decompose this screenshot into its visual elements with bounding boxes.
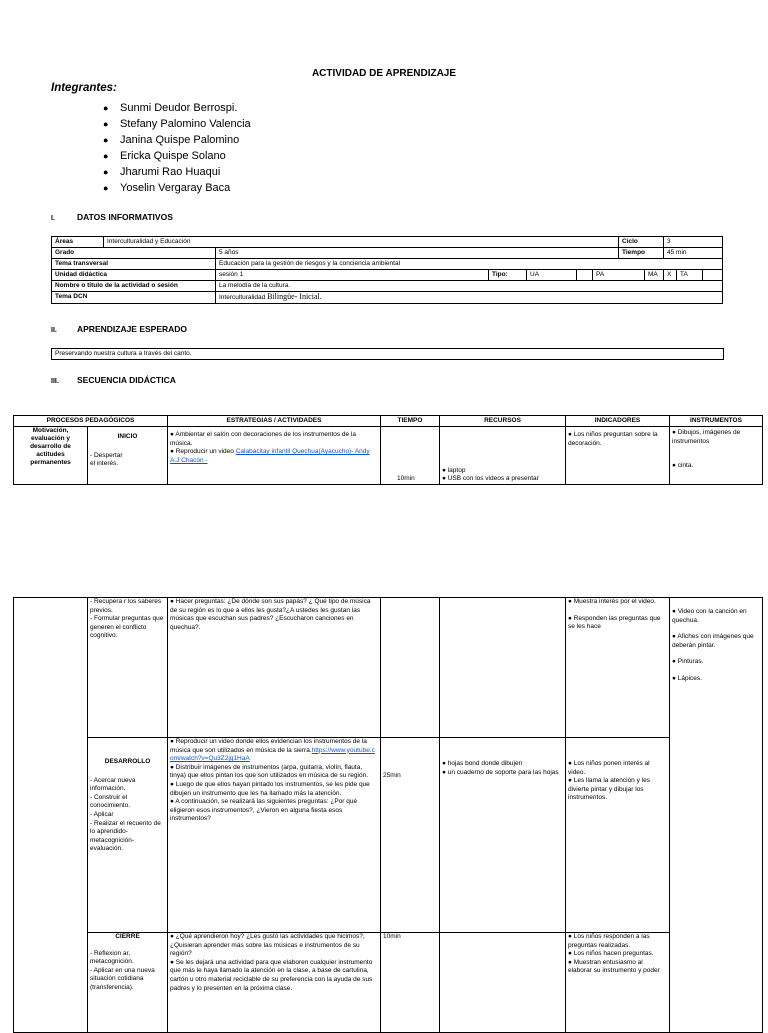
proceso-line: Motivación, <box>32 427 69 434</box>
actividad: ● Reproducir un video donde ellos evidencian los instrumentos de la música que son utilizados en música de la sierra. <box>170 738 367 754</box>
member-name: Jharumi Rao Huaqui <box>120 166 221 178</box>
subproceso: - Realizar el recuento de lo aprendido- metacognición- evaluación. <box>90 819 161 853</box>
table-row-inicio-cont <box>14 598 763 738</box>
subproceso: el interés. <box>90 460 119 468</box>
subproceso: - Aplicar <box>90 810 114 818</box>
momento-cierre: CIERRE <box>115 933 140 940</box>
section-heading-datos <box>51 212 173 222</box>
recursos-cell <box>440 427 566 485</box>
member-item <box>103 164 251 180</box>
tema-dcn-cell <box>216 292 723 304</box>
info-row-tema-dcn <box>52 292 723 304</box>
proceso-line: permanentes <box>30 459 71 466</box>
subproceso: - Recupera r los saberes previos. <box>90 598 162 614</box>
tiempo-label: Tiempo <box>619 248 664 259</box>
actividad: ● Reproducir un video <box>170 448 234 456</box>
info-row-nombre <box>52 281 723 292</box>
actividad: ● Luego de que ellos hayan pintado los instrumentos, se les pide que dibujen un instrumento que les ha llamado más la atención. <box>170 780 370 797</box>
tiempo-value: 10min <box>397 475 415 483</box>
header-procesos: PROCESOS PEDAGÓGICOS <box>14 416 168 427</box>
proceso-cell-empty <box>14 598 88 1033</box>
recurso-item: ● un cuaderno de soporte para las hojas <box>442 768 559 776</box>
momento-desarrollo: DESARROLLO <box>104 758 151 765</box>
actividad: ● A continuación, se realizará las siguientes preguntas: ¿Por qué eligieron esos instrumentos?, ¿Vieron en alguna fiesta esos instrumentos? <box>170 798 358 823</box>
tema-transversal-value: Educación para la gestión de riesgos y la conciencia ambiental <box>216 259 723 270</box>
tipo-ma: MA <box>645 270 664 281</box>
actividades-cell <box>168 738 381 933</box>
proceso-cell <box>14 427 88 485</box>
ciclo-value: 3 <box>664 237 723 248</box>
section-heading-secuencia <box>51 375 176 385</box>
table-header-row <box>14 416 763 427</box>
indicador-item: ● Les llama la atención y les divierte pintar y dibujar los instrumentos. <box>568 777 650 802</box>
indicador-item: ● Los niños preguntan sobre la decoración. <box>568 431 658 447</box>
momento-cell <box>88 738 168 933</box>
indicadores-cell <box>566 738 670 933</box>
actividad: ● Se les dejará una actividad para que elaboren cualquier instrumento que más le haya llamado la atención en la clase, a base de cartulina, cartón u otro material reciclable de su preferencia con la ayuda de sus padres y lo presenten en la próxima clase. <box>170 958 373 992</box>
instrumento-item: ● Afiches con imágenes que deberán pintar. <box>672 633 754 649</box>
subproceso: - Despertar <box>90 451 123 459</box>
tipo-blank <box>577 270 593 281</box>
secuencia-table-continued <box>13 597 763 1033</box>
subproceso: - Acercar nueva información. <box>90 776 136 793</box>
nombre-value: La melodía de la cultura. <box>216 281 723 292</box>
section-title: DATOS INFORMATIVOS <box>77 212 173 222</box>
proceso-line: desarrollo de <box>30 443 71 450</box>
actividad: ● ¿Qué aprendieron hoy? ¿Les gustó las actividades que hicimos?, ¿Quisieran aprender más sobre las músicas e instrumentos de su región? <box>170 933 365 958</box>
unidad-label: Unidad didáctica <box>52 270 216 281</box>
member-item <box>103 132 251 148</box>
instrumento-item: ● Pinturas. <box>672 658 704 666</box>
tipo-label: Tipo: <box>489 270 527 281</box>
member-item <box>103 100 251 116</box>
member-item <box>103 116 251 132</box>
subproceso: - Aplicar en una nueva situación cotidiana (transferencia). <box>90 966 155 991</box>
tema-dcn-label: Tema DCN <box>52 292 216 304</box>
actividad: ● Hacer preguntas: ¿De dónde son sus papás? ¿ Qué tipo de música de su región es lo que a ellos les gusta?¿A ustedes les gustan las músicas que escuchan sus padres? ¿Escucharon canciones en quechua?. <box>170 598 371 631</box>
nombre-label: Nombre o título de la actividad o sesión <box>52 281 216 292</box>
bullet-icon: ● <box>103 183 109 193</box>
header-recursos: RECURSOS <box>440 416 566 427</box>
aprendizaje-esperado-box: Preservando nuestra cultura a través del canto. <box>51 348 724 360</box>
recursos-cell <box>440 933 566 1033</box>
bullet-icon: ● <box>103 135 109 145</box>
page-title: ACTIVIDAD DE APRENDIZAJE <box>311 68 457 79</box>
indicador-item: ● Los niños responden a las preguntas realizadas. <box>568 933 650 949</box>
member-item <box>103 180 251 196</box>
tipo-ta: TA <box>677 270 703 281</box>
tipo-ua: UA <box>527 270 577 281</box>
indicador-item: ● Muestran entusiasmo al elaborar su instrumento y poder <box>568 958 660 975</box>
member-name: Ericka Quispe Solano <box>120 150 226 162</box>
info-table <box>51 236 723 304</box>
indicadores-cell <box>566 598 670 738</box>
table-row-desarrollo <box>14 738 763 933</box>
instrumento-item: ● Video con la canción en quechua. <box>672 608 747 624</box>
header-instrumentos: INSTRUMENTOS <box>670 416 763 427</box>
indicadores-cell <box>566 427 670 485</box>
recursos-cell <box>440 738 566 933</box>
tiempo-value: 45 min <box>664 248 723 259</box>
info-row-grado <box>52 248 723 259</box>
header-tiempo: TIEMPO <box>381 416 440 427</box>
grado-label: Grado <box>52 248 216 259</box>
proceso-line: actitudes <box>36 451 65 458</box>
members-list <box>103 100 251 196</box>
tiempo-value: 10min <box>383 933 401 940</box>
youtube-link[interactable]: https://www.youtube.com/watch?v=Qu3Z2jg1HaA <box>170 746 375 763</box>
subproceso: - Formular preguntas que generen el conflicto cognitivo. <box>90 615 164 640</box>
indicador-item: ● Los niños ponen interés al video. <box>568 760 650 776</box>
subproceso: - Construir el conocimiento. <box>90 793 131 810</box>
instrumento-item: ● Dibujos, imágenes de instrumentos <box>672 429 741 445</box>
member-item <box>103 148 251 164</box>
member-name: Stefany Palomino Valencia <box>120 118 251 130</box>
momento-cell <box>88 427 168 485</box>
recursos-cell <box>440 598 566 738</box>
video-link[interactable]: Calabacitay infantil Quechua(Ayacucho)- Andy A.J Chacón - <box>170 448 370 464</box>
section-number: III. <box>51 378 59 385</box>
tiempo-value: 25min <box>383 772 401 779</box>
recurso-item: ● USB con los videos a presentar <box>442 475 539 483</box>
tipo-blank <box>703 270 723 281</box>
integrantes-label: Integrantes: <box>51 82 117 94</box>
tema-transversal-label: Tema transversal <box>52 259 216 270</box>
tipo-x: X <box>664 270 677 281</box>
actividad: ● Ambientar el salón con decoraciones de los instrumentos de la música. <box>170 431 357 447</box>
table-row-cierre <box>14 933 763 1033</box>
section-title: APRENDIZAJE ESPERADO <box>77 324 188 334</box>
tipo-pa: PA <box>593 270 645 281</box>
header-indicadores: INDICADORES <box>566 416 670 427</box>
bullet-icon: ● <box>103 167 109 177</box>
indicador-item: ● Responden las preguntas que se les hace <box>568 614 661 631</box>
momento-cell <box>88 598 168 738</box>
subproceso: - Reflexion ar, metacognición. <box>90 949 134 966</box>
info-row-areas <box>52 237 723 248</box>
instrumentos-cell <box>670 598 763 1033</box>
instrumentos-cell <box>670 427 763 485</box>
actividades-cell <box>168 427 381 485</box>
proceso-line: evaluación y <box>30 435 71 442</box>
table-row-inicio <box>14 427 763 485</box>
tema-dcn-value: Interculturalidad <box>219 294 266 301</box>
grado-value: 5 años <box>216 248 619 259</box>
tiempo-cell <box>381 427 440 485</box>
areas-value: Interculturalidad y Educación <box>104 237 619 248</box>
member-name: Janina Quispe Palomino <box>120 134 240 146</box>
unidad-value: sesión 1 <box>216 270 489 281</box>
recurso-item: ● hojas bond donde dibujen <box>442 760 523 767</box>
section-heading-aprendizaje <box>51 324 187 334</box>
indicador-item: ● Muestra interés por el video. <box>568 598 656 605</box>
member-name: Yoselin Vergaray Baca <box>120 182 231 194</box>
recurso-item: ● laptop <box>442 466 466 474</box>
actividades-cell <box>168 598 381 738</box>
section-number: I. <box>51 215 55 222</box>
secuencia-table <box>13 415 763 485</box>
tiempo-cell <box>381 738 440 933</box>
section-title: SECUENCIA DIDÁCTICA <box>77 375 176 385</box>
bullet-icon: ● <box>103 103 109 113</box>
tiempo-cell <box>381 598 440 738</box>
bullet-icon: ● <box>103 151 109 161</box>
member-name: Sunmi Deudor Berrospi. <box>120 102 238 114</box>
tiempo-cell <box>381 933 440 1033</box>
info-row-tema-transversal <box>52 259 723 270</box>
tema-dcn-extra: Bilingüe- Inicial. <box>267 292 322 301</box>
indicadores-cell <box>566 933 670 1033</box>
actividades-cell <box>168 933 381 1033</box>
ciclo-label: Ciclo <box>619 237 664 248</box>
indicador-item: ● Los niños hacen preguntas. <box>568 950 654 958</box>
header-estrategias: ESTRATEGIAS / ACTIVIDADES <box>168 416 381 427</box>
instrumento-item: ● cinta. <box>672 462 694 470</box>
areas-label: Áreas <box>52 237 104 248</box>
info-row-unidad <box>52 270 723 281</box>
momento-cell <box>88 933 168 1033</box>
bullet-icon: ● <box>103 119 109 129</box>
instrumento-item: ● Lápices. <box>672 674 702 682</box>
section-number: II. <box>51 327 57 334</box>
momento-inicio: INICIO <box>117 433 138 440</box>
actividad: ● Distribuir imágenes de instrumentos (arpa, guitarra, violín, flauta, tinya) que ellos pintan los que son utilizados en música de su región. <box>170 763 369 780</box>
